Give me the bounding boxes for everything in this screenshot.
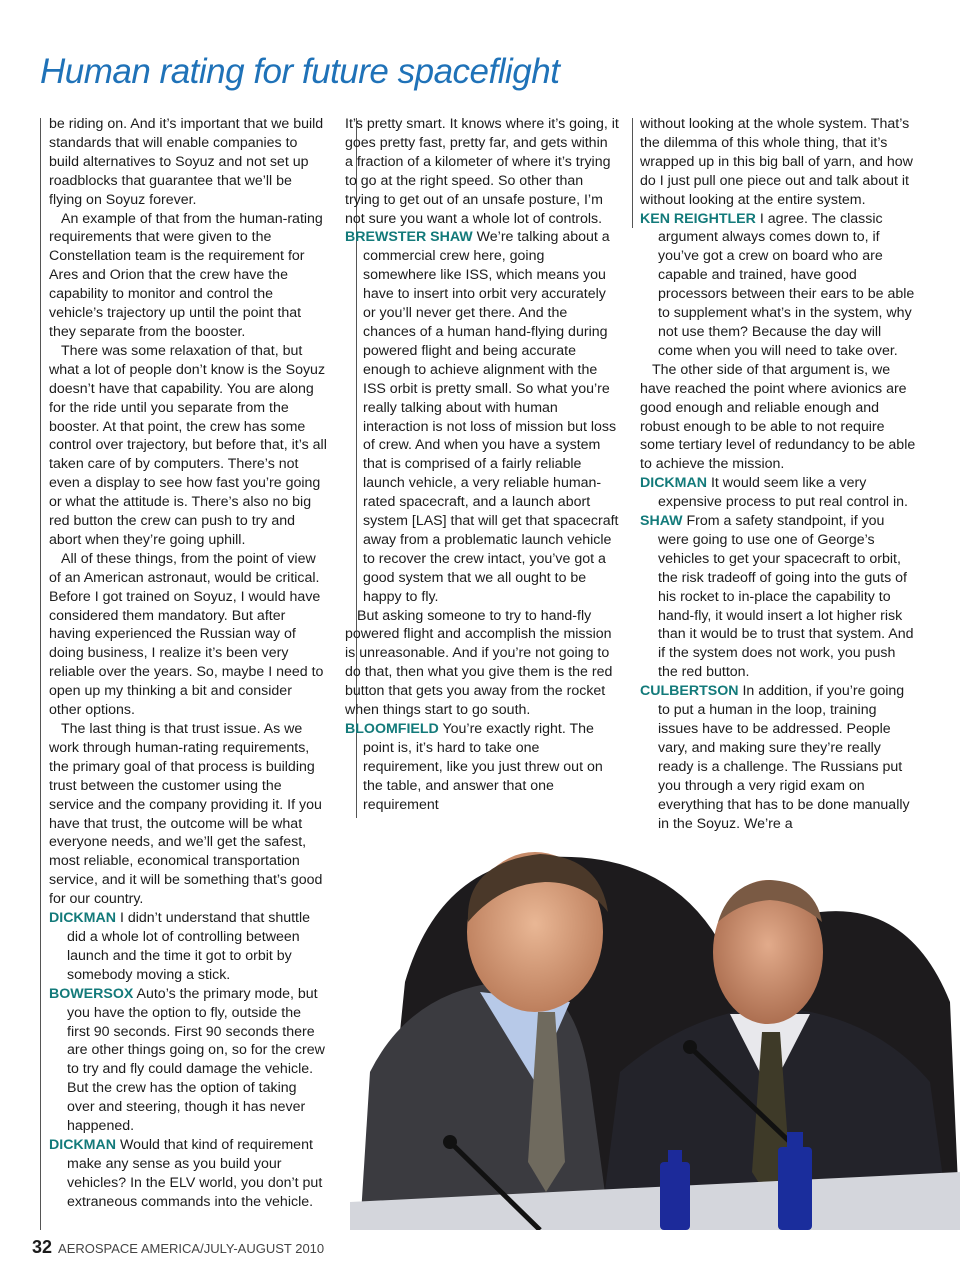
paragraph-text: Auto’s the primary mode, but you have the option to fly, outside the first 90 seconds. First 90 seconds there are other things going on, so for the crew to try and fly could damage the vehicle. But the crew has the option of taking over and steering, though it has never happened. [67,985,325,1135]
paragraph [49,115,327,210]
column-3 [640,115,918,833]
column-2 [345,115,619,815]
paragraph [345,115,619,228]
page-footer [32,1237,324,1258]
paragraph-text: An example of that from the human-rating requirements that were given to the Constellation team is the requirement for Ares and Orion that the crew have the capability to monitor and control the vehicle’s trajectory up until the point that they separate from the booster. [49,210,323,340]
page-number: 32 [32,1237,53,1257]
panelists-photo [350,842,960,1230]
paragraph [49,210,327,342]
page-title: Human rating for future spaceflight [40,52,560,91]
paragraph [49,1136,327,1212]
paragraph [49,985,327,1136]
publication-name: AEROSPACE AMERICA/JULY-AUGUST 2010 [58,1241,325,1256]
paragraph-text: I agree. The classic argument always comes down to, if you’ve got a crew on board who are capable and trained, have good processors between their ears to be able to supplement what’s in the system, why not use them? Because the day will come when you will need to take over. [658,210,915,359]
panelists-photo-illustration [350,842,960,1230]
column-1 [49,115,327,1212]
paragraph [345,228,619,606]
speaker-name: DICKMAN [49,1136,116,1153]
speaker-name: BLOOMFIELD [345,721,439,737]
paragraph-text: From a safety standpoint, if you were going to use one of George’s vehicles to get your spacecraft to orbit, the risk tradeoff of going into the guts of his rocket to in-place the capability to hand-fly, it would insert a lot higher risk than it would be to trust that system. And if the system does not work, you push the red button. [658,513,914,681]
paragraph-text: I didn’t understand that shuttle did a whole lot of controlling between launch and the time it got to orbit by somebody moving a stick. [67,910,311,983]
paragraph [640,474,918,512]
paragraph-text: There was some relaxation of that, but what a lot of people don’t know is the Soyuz doesn’t have that capability. You are along for the ride until you separate from the booster. At that point, the crew has some control over trajectory, but before that, it’s all taken care of by computers. There’s not even a display to see how fast you’re going or what the attitude is. There’s also no big red button the crew can push to try and abort when they’re going uphill. [49,342,327,548]
paragraph [640,682,918,833]
speaker-name: DICKMAN [49,910,116,927]
paragraph-text: It would seem like a very expensive process to put real control in. [658,475,908,511]
speaker-name: BREWSTER SHAW [345,229,473,246]
paragraph-text: But asking someone to try to hand-fly powered flight and accomplish the mission is unreasonable. And if you’re not going to do that, then what you give them is the red button that gets you away from the rocket when things start to go south. [345,607,613,719]
speaker-name: CULBERTSON [640,683,739,700]
paragraph [49,550,327,720]
speaker-name: BOWERSOX [49,985,134,1002]
paragraph [345,720,619,815]
paragraph-text: We’re talking about a commercial crew here, going somewhere like ISS, which means you have to insert into orbit very accurately or you’ll never get there. And the chances of a human hand-flying during powered flight and being accurate enough to achieve alignment with the ISS orbit is pretty small. So what you’re really talking about with human interaction is not loss of mission but loss of crew. And when you have a system that is comprised of a fairly reliable launch vehicle, a very reliable human-rated spacecraft, and a launch abort system [LAS] that will get that spacecraft away from a problematic launch vehicle to recover the crew intact, you’ve got a good system that we all ought to be happy to fly. [363,229,619,605]
speaker-name: SHAW [640,513,683,530]
paragraph-text: All of these things, from the point of view of an American astronaut, would be critical. Before I got trained on Soyuz, I would have considered them mandatory. But after having experienced the Russian way of doing business, I realize it’s been very reliable over the years. So, maybe I need to open up my thinking a bit and consider other options. [49,550,324,719]
paragraph-text: It’s pretty smart. It knows where it’s going, it goes pretty fast, pretty far, and gets within a fraction of a kilometer of where it’s trying to go at the right speed. So other than trying to get out of an unsafe posture, I’m not sure you want a whole lot of controls. [345,116,619,227]
paragraph-text: The other side of that argument is, we have reached the point where avionics are good enough and reliable enough and robust enough to be able to not require some tertiary level of redundancy to be able to achieve the mission. [640,361,916,473]
paragraph-text: The last thing is that trust issue. As we work through human-rating requirements, the primary goal of that process is building trust between the customer using the service and the company providing it. If you have that trust, the outcome will be what everyone needs, and we’ll get the safest, most reliable, economical transportation service, and it will be something that’s good for our country. [49,721,323,908]
paragraph-text: You’re exactly right. The point is, it’s hard to take one requirement, like you just threw out on the table, and answer that one requirement [363,721,603,813]
column-rule-left [40,118,41,1230]
paragraph [640,115,918,210]
paragraph [49,342,327,550]
paragraph [640,361,918,474]
column-rule-right [632,118,633,228]
paragraph [49,720,327,909]
speaker-name: DICKMAN [640,475,707,492]
paragraph-text: In addition, if you’re going to put a human in the loop, training issues have to be addressed. People vary, and making sure they’re really ready is a challenge. The Russians put you through a very rigid exam on everything that has to be done manually in the Soyuz. We’re a [658,683,910,832]
paragraph-text: without looking at the whole system. That’s the dilemma of this whole thing, that it’s wrapped up in this big ball of yarn, and how do I just pull one piece out and talk about it without looking at the entire system. [640,116,913,208]
speaker-name: KEN REIGHTLER [640,210,756,227]
paragraph [640,512,918,682]
paragraph [345,607,619,720]
paragraph-text: Would that kind of requirement make any sense as you build your vehicles? In the ELV world, you don’t put extraneous commands into the vehicle. [67,1136,323,1210]
paragraph-text: be riding on. And it’s important that we build standards that will enable companies to build alternatives to Soyuz and not set up roadblocks that guarantee that we’ll be flying on Soyuz forever. [49,116,324,208]
paragraph [49,909,327,985]
paragraph [640,210,918,361]
